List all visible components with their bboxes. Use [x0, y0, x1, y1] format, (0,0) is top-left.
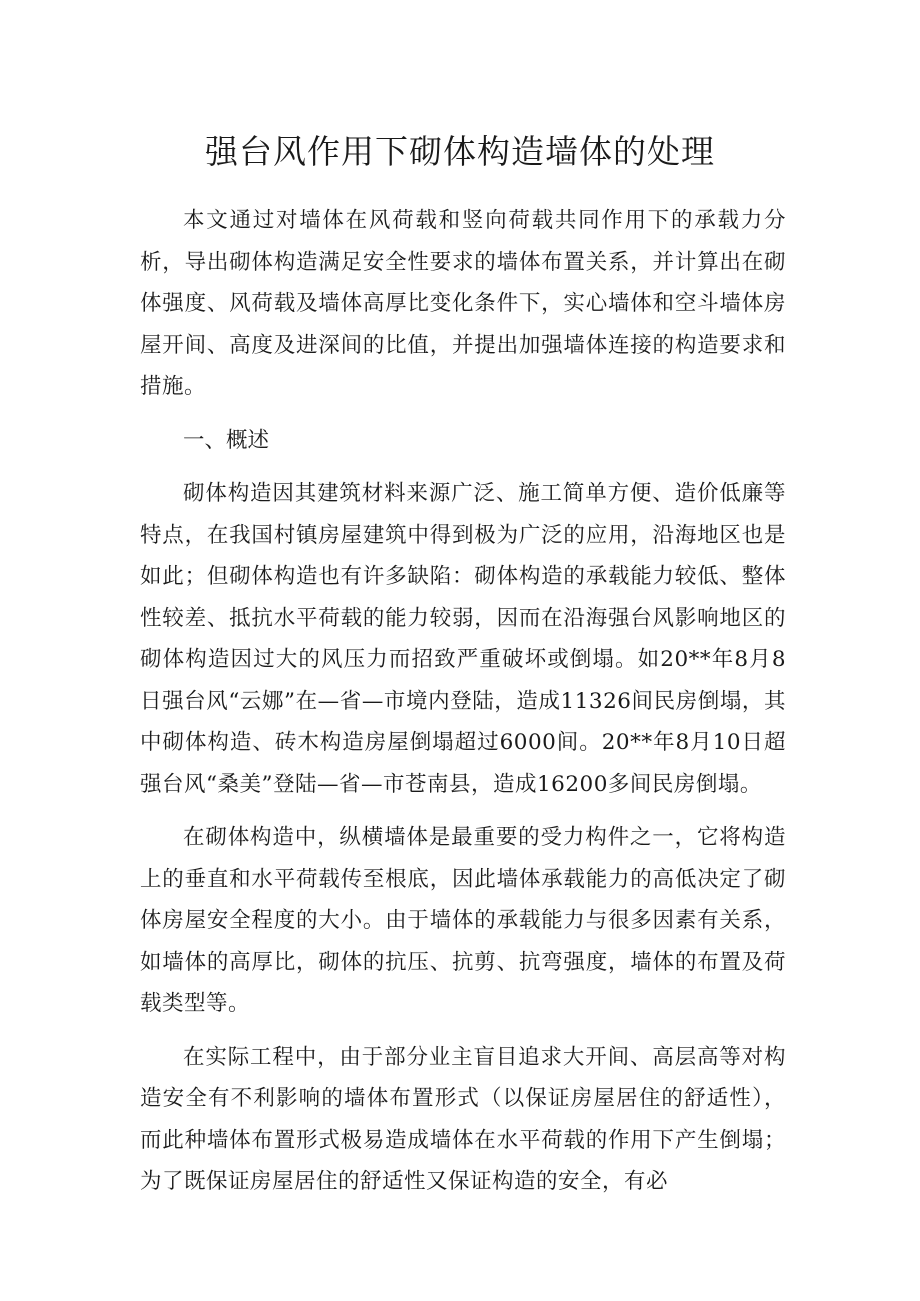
paragraph-overview-1: 砌体构造因其建筑材料来源广泛、施工简单方便、造价低廉等特点，在我国村镇房屋建筑中得到极为广泛的应用，沿海地区也是如此；但砌体构造也有许多缺陷：砌体构造的承载能力较低、整体性较差、抵抗水平荷载的能力较弱，因而在沿海强台风影响地区的砌体构造因过大的风压力而招致严重破坏或倒塌。如20**年8月8日强台风“云娜”在—省—市境内登陆，造成11326间民房倒塌，其中砌体构造、砖木构造房屋倒塌超过6000间。20**年8月10日超强台风“桑美”登陆—省—市苍南县，造成16200多间民房倒塌。: [140, 481, 786, 797]
section-heading-overview: 一、概述: [183, 427, 270, 453]
document-title: 强台风作用下砌体构造墙体的处理: [205, 132, 715, 171]
paragraph-overview-3: 在实际工程中，由于部分业主盲目追求大开间、高层高等对构造安全有不利影响的墙体布置形式（以保证房屋居住的舒适性），而此种墙体布置形式极易造成墙体在水平荷载的作用下产生倒塌；为了既保证房屋居住的舒适性又保证构造的安全，有必: [140, 1044, 786, 1194]
document-body: [140, 200, 786, 1215]
paragraph-abstract: 本文通过对墙体在风荷载和竖向荷载共同作用下的承载力分析，导出砌体构造满足安全性要求的墙体布置关系，并计算出在砌体强度、风荷载及墙体高厚比变化条件下，实心墙体和空斗墙体房屋开间、高度及进深间的比值，并提出加强墙体连接的构造要求和措施。: [140, 208, 786, 399]
paragraph-overview-2: 在砌体构造中，纵横墙体是最重要的受力构件之一，它将构造上的垂直和水平荷载传至根底，因此墙体承载能力的高低决定了砌体房屋安全程度的大小。由于墙体的承载能力与很多因素有关系，如墙体的高厚比，砌体的抗压、抗剪、抗弯强度，墙体的布置及荷载类型等。: [140, 825, 786, 1016]
